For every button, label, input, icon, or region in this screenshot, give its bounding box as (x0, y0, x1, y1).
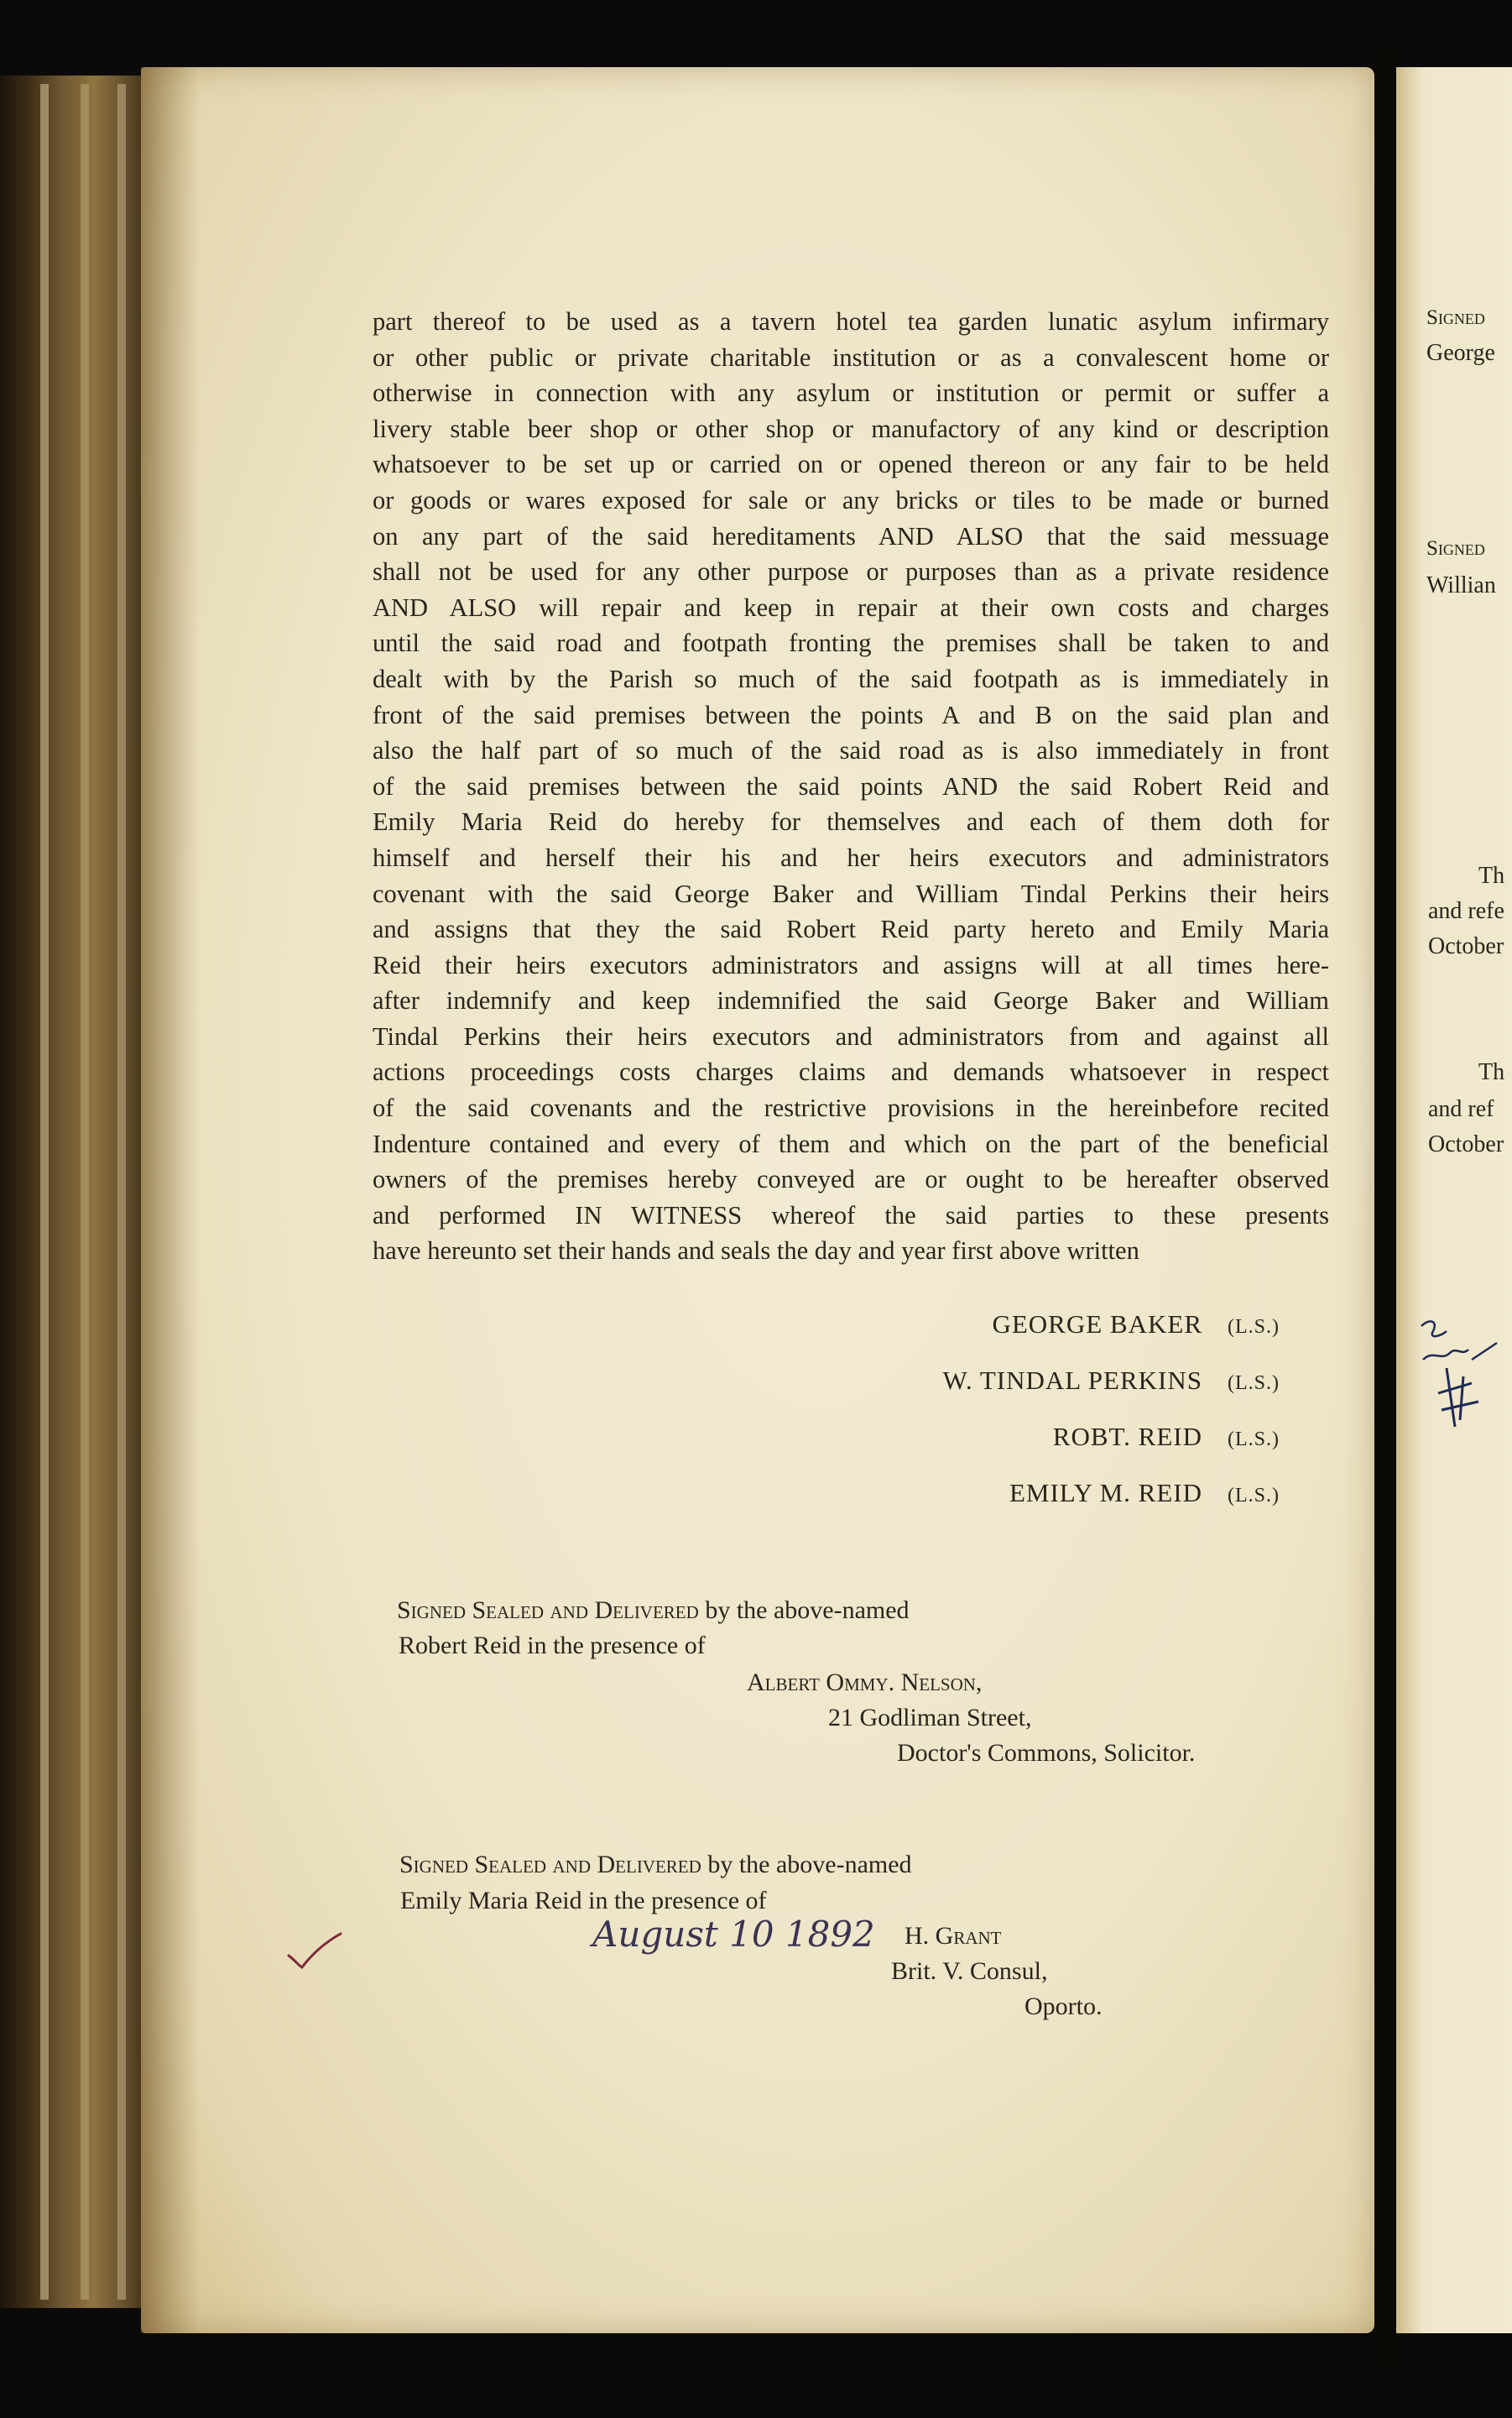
page-edge (40, 84, 49, 2300)
signatory-name: GEORGE BAKER (992, 1309, 1202, 1339)
body-line: also the half part of so much of the said road as is also immediately in front (373, 736, 1329, 765)
signatory-name: W. TINDAL PERKINS (942, 1366, 1202, 1395)
next-page-and-ref-1: and refe (1428, 898, 1504, 924)
body-line: or other public or private charitable institution or as a convalescent home or (373, 342, 1329, 372)
body-line: dealt with by the Parish so much of the said footpath as is immediately in (373, 664, 1329, 693)
attestation-1-line2: Robert Reid in the presence of (399, 1632, 706, 1659)
body-line: after indemnify and keep indemnified the said George Baker and William (373, 986, 1329, 1016)
next-page-signed-1: Signed (1426, 306, 1485, 329)
attestation-1-heading (397, 1596, 910, 1625)
attestation-2-line2: Emily Maria Reid in the presence of (400, 1887, 767, 1914)
body-line: Tindal Perkins their heirs executors and administrators from and against all (373, 1021, 1329, 1051)
signatory-name: ROBT. REID (1052, 1422, 1202, 1451)
body-line: front of the said premises between the points A and B on the said plan and (373, 700, 1329, 729)
body-line: Indenture contained and every of them and which on the part of the beneficial (373, 1129, 1329, 1158)
handwritten-date: August 10 1892 (592, 1914, 875, 1955)
attestation-heading-rest: by the above-named (705, 1596, 910, 1624)
body-line: otherwise in connection with any asylum or institution or permit or suffer a (373, 379, 1329, 408)
body-line: covenant with the said George Baker and William Tindal Perkins their heirs (373, 879, 1329, 908)
body-line: shall not be used for any other purpose or purposes than as a private residence (373, 557, 1329, 587)
witness-address-2: Doctor's Commons, Solicitor. (897, 1739, 1196, 1767)
body-line: and assigns that they the said Robert Reid party hereto and Emily Maria (373, 915, 1329, 944)
seal-mark: (L.S.) (1228, 1485, 1280, 1507)
next-page-edge (1396, 67, 1512, 2333)
body-line: of the said premises between the said points AND the said Robert Reid and (373, 771, 1329, 801)
check-mark-icon (285, 1930, 344, 1972)
body-line: Reid their heirs executors administrators and assigns will at all times here- (373, 950, 1329, 979)
body-line: or goods or wares exposed for sale or any bricks or tiles to be made or burned (373, 485, 1329, 514)
next-page-th-2: Th (1478, 1059, 1505, 1085)
body-line: AND ALSO will repair and keep in repair at their own costs and charges (373, 593, 1329, 622)
seal-mark: (L.S.) (1228, 1372, 1280, 1394)
attestation-heading: Signed Sealed and Delivered (397, 1596, 699, 1624)
witness-address-1: 21 Godliman Street, (828, 1704, 1032, 1731)
signatory-name: EMILY M. REID (1009, 1478, 1202, 1507)
next-page-signed-2: Signed (1426, 537, 1485, 560)
page-edge (81, 84, 89, 2300)
body-line: Emily Maria Reid do hereby for themselves and each of them doth for (373, 807, 1329, 837)
seal-mark: (L.S.) (1228, 1316, 1280, 1338)
seal-mark: (L.S.) (1228, 1428, 1280, 1450)
deed-body-text (373, 304, 1329, 1269)
next-page-william: Willian (1426, 572, 1496, 598)
body-line: until the said road and footpath fronting the premises shall be taken to and (373, 629, 1329, 658)
page-shadow (141, 67, 200, 2333)
body-line: on any part of the said hereditaments AND ALSO that the said messuage (373, 521, 1329, 551)
signature-george-baker (992, 1309, 1280, 1340)
attestation-heading-rest: by the above-named (707, 1851, 912, 1878)
signature-w-tindal-perkins (942, 1366, 1280, 1396)
next-page-october-1: October (1428, 933, 1504, 959)
witness-name-grant: H. Grant (905, 1922, 1002, 1950)
next-page-th-1: Th (1478, 863, 1505, 889)
body-line: part thereof to be used as a tavern hotel tea garden lunatic asylum infirmary (373, 307, 1329, 336)
page-edge (117, 84, 126, 2300)
next-page-and-ref-2: and ref (1428, 1096, 1494, 1122)
signature-robt-reid (1053, 1422, 1280, 1452)
body-line: livery stable beer shop or other shop or manufactory of any kind or description (373, 414, 1329, 443)
witness-address-1: Brit. V. Consul, (891, 1957, 1048, 1985)
body-line: of the said covenants and the restrictive provisions in the hereinbefore recited (373, 1094, 1329, 1123)
body-line: himself and herself their his and her heirs executors and administrators (373, 843, 1329, 872)
book-binding (0, 76, 151, 2308)
next-page-george: George (1426, 340, 1495, 366)
attestation-heading: Signed Sealed and Delivered (399, 1851, 701, 1878)
signature-emily-m-reid (1009, 1478, 1280, 1508)
body-line: whatsoever to be set up or carried on or opened thereon or any fair to be held (373, 450, 1329, 479)
witness-address-2: Oporto. (1025, 1992, 1103, 2020)
body-line: owners of the premises hereby conveyed are or ought to be hereafter observed (373, 1165, 1329, 1194)
body-line: have hereunto set their hands and seals the day and year first above written (373, 1236, 1139, 1266)
next-page-october-2: October (1428, 1131, 1504, 1157)
body-line: and performed IN WITNESS whereof the said parties to these presents (373, 1200, 1329, 1230)
body-line: actions proceedings costs charges claims and demands whatsoever in respect (373, 1058, 1329, 1087)
marginal-initials-icon (1413, 1309, 1505, 1435)
attestation-2-heading (399, 1851, 912, 1879)
witness-name-nelson: Albert Ommy. Nelson, (747, 1669, 983, 1696)
